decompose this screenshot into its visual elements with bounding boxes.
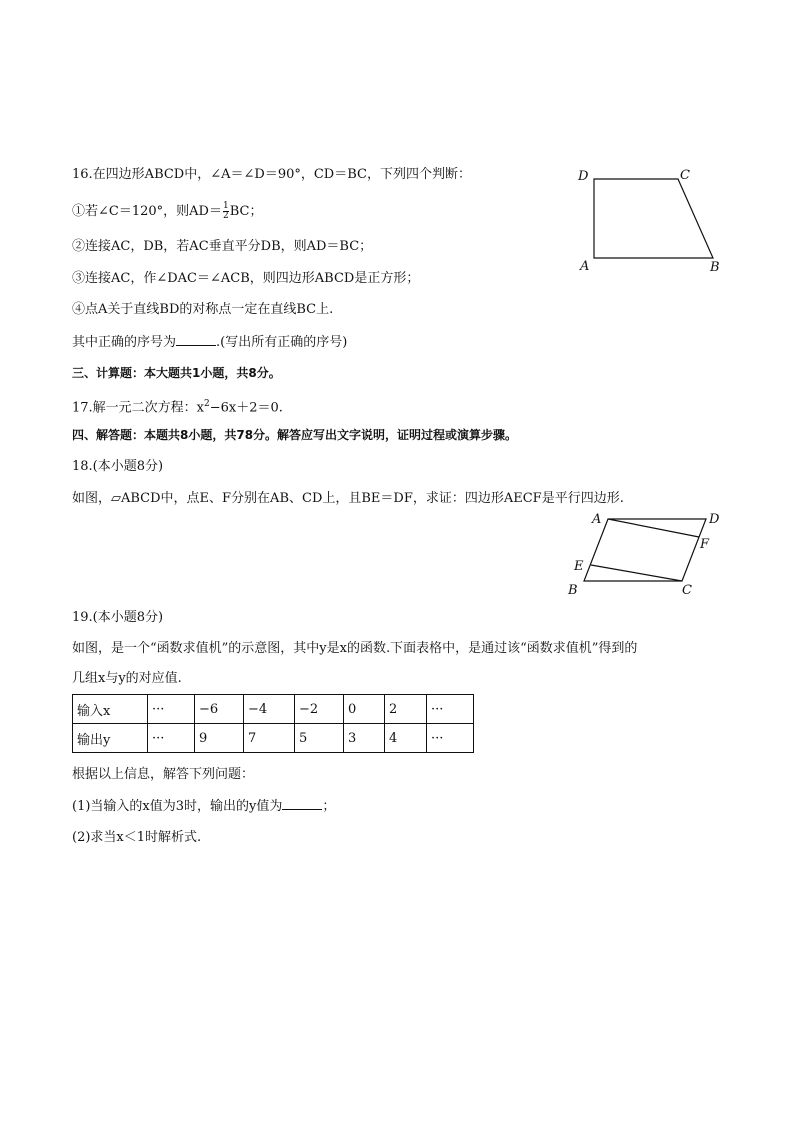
table-row-input bbox=[73, 695, 474, 724]
q16-answer-post: .(写出所有正确的序号) bbox=[216, 335, 348, 350]
q16-option-1-pre: ①若∠C＝120°，则AD＝ bbox=[72, 204, 222, 219]
q19-part-1-post: ； bbox=[322, 799, 336, 814]
q19-value-table bbox=[72, 694, 474, 753]
q16-answer bbox=[72, 333, 347, 352]
label-F: F bbox=[700, 537, 710, 552]
label-D: D bbox=[578, 169, 589, 184]
label-B: B bbox=[568, 583, 578, 598]
table-cell: 7 bbox=[244, 724, 295, 753]
table-cell: −6 bbox=[195, 695, 244, 724]
fraction-one-half bbox=[223, 202, 229, 221]
q16-option-1-post: BC； bbox=[229, 204, 263, 219]
label-C: C bbox=[682, 583, 692, 598]
q16-option-4: ④点A关于直线BD的对称点一定在直线BC上. bbox=[72, 302, 334, 317]
q16-answer-blank[interactable] bbox=[176, 333, 216, 346]
table-cell: ··· bbox=[148, 724, 195, 753]
table-row-output bbox=[73, 724, 474, 753]
fraction-numerator: 1 bbox=[222, 201, 229, 211]
section-four-heading: 四、解答题：本题共8小题，共78分。解答应写出文字说明，证明过程或演算步骤。 bbox=[72, 428, 518, 442]
segment-ec bbox=[591, 565, 682, 581]
table-cell: ··· bbox=[427, 724, 474, 753]
q19-heading: 19.(本小题8分) bbox=[72, 610, 164, 625]
label-A: A bbox=[592, 512, 602, 527]
table-cell: ··· bbox=[427, 695, 474, 724]
q17-equation bbox=[72, 395, 283, 417]
q16-answer-pre: 其中正确的序号为 bbox=[72, 335, 177, 350]
q18-stem: 如图，▱ABCD中，点E、F分别在AB、CD上，且BE＝DF，求证：四边形AECF是平行四边形. bbox=[72, 491, 624, 506]
q19-stem-line-1: 如图，是一个“函数求值机”的示意图，其中y是x的函数.下面表格中，是通过该“函数求值机”得到的 bbox=[72, 641, 638, 656]
table-cell: 0 bbox=[344, 695, 385, 724]
table-cell: −2 bbox=[295, 695, 344, 724]
q19-part-1-blank[interactable] bbox=[282, 797, 322, 810]
segment-af bbox=[608, 519, 699, 537]
section-three-heading: 三、计算题：本大题共1小题，共8分。 bbox=[72, 366, 281, 380]
q19-stem-line-2: 几组x与y的对应值. bbox=[72, 671, 182, 686]
q16-trapezoid-figure bbox=[570, 160, 730, 280]
table-cell: 输入x bbox=[73, 695, 148, 724]
label-E: E bbox=[574, 559, 584, 574]
table-cell: 输出y bbox=[73, 724, 148, 753]
q19-part-2: (2)求当x＜1时解析式. bbox=[72, 830, 202, 845]
table-cell: −4 bbox=[244, 695, 295, 724]
trapezoid-abcd bbox=[594, 179, 713, 258]
q19-part-1 bbox=[72, 797, 335, 816]
fraction-denominator: 2 bbox=[222, 211, 229, 221]
table-cell: 4 bbox=[385, 724, 427, 753]
table-cell: ··· bbox=[148, 695, 195, 724]
label-A: A bbox=[580, 259, 590, 274]
q17-exponent: 2 bbox=[204, 399, 210, 409]
q19-part-1-pre: (1)当输入的x值为3时，输出的y值为 bbox=[72, 799, 283, 814]
q16-option-1 bbox=[72, 202, 262, 221]
label-B: B bbox=[710, 260, 720, 275]
parallelogram-abcd bbox=[584, 519, 706, 581]
q16-option-3: ③连接AC，作∠DAC＝∠ACB，则四边形ABCD是正方形； bbox=[72, 271, 420, 286]
q16-option-2: ②连接AC，DB，若AC垂直平分DB，则AD＝BC； bbox=[72, 239, 373, 254]
q17-post: −6x＋2＝0. bbox=[209, 400, 283, 416]
q17-pre: 17.解一元二次方程：x bbox=[72, 400, 205, 416]
q18-heading: 18.(本小题8分) bbox=[72, 459, 164, 474]
table-cell: 5 bbox=[295, 724, 344, 753]
label-D: D bbox=[709, 512, 720, 527]
table-cell: 2 bbox=[385, 695, 427, 724]
q18-parallelogram-figure bbox=[562, 510, 732, 600]
table-cell: 3 bbox=[344, 724, 385, 753]
label-C: C bbox=[680, 168, 690, 183]
q19-prompt: 根据以上信息，解答下列问题： bbox=[72, 767, 255, 782]
q16-stem: 16.在四边形ABCD中，∠A＝∠D＝90°，CD＝BC，下列四个判断： bbox=[72, 167, 471, 182]
table-cell: 9 bbox=[195, 724, 244, 753]
